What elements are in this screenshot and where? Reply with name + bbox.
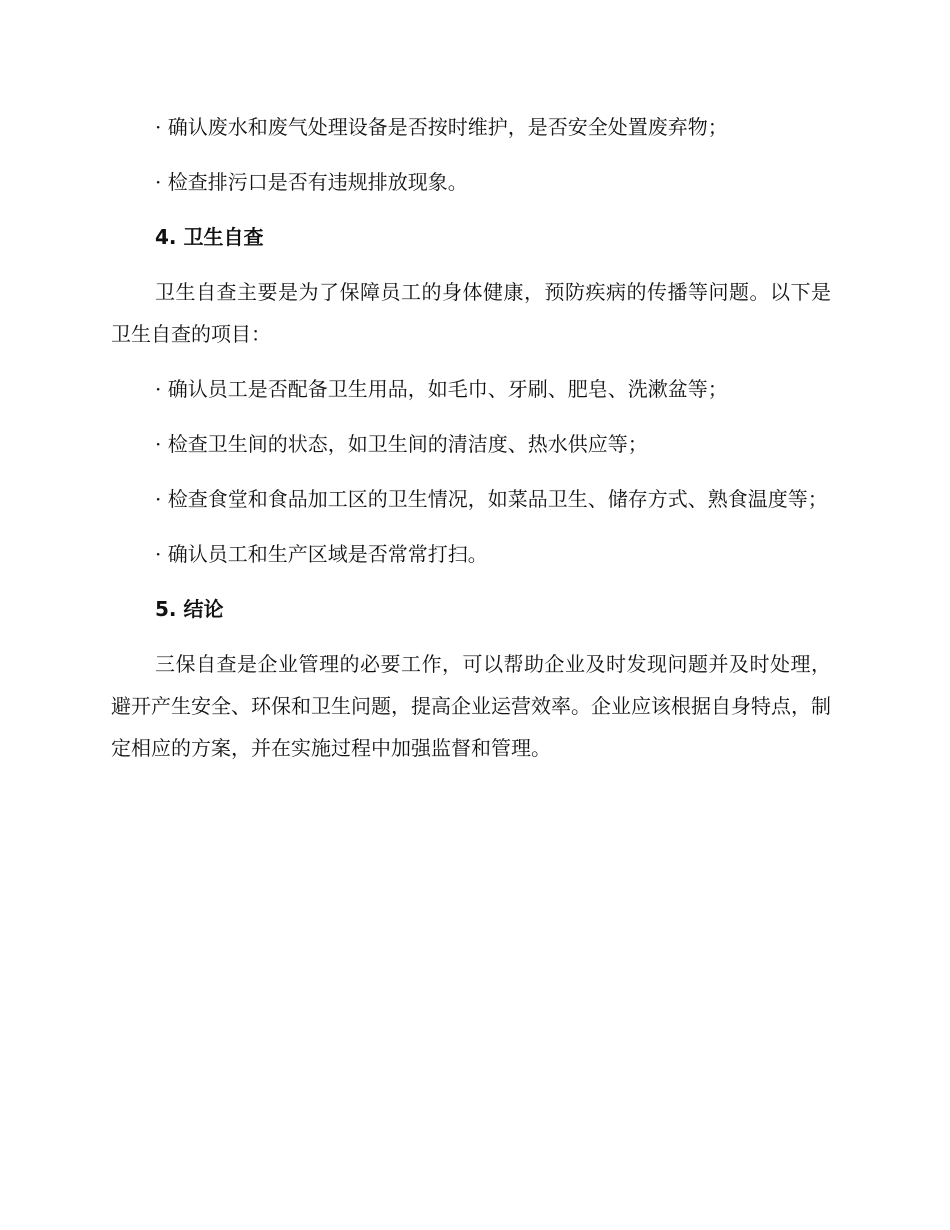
- section-heading: 4. 卫生自查: [155, 225, 264, 249]
- document-body: [111, 106, 831, 769]
- section-intro: 卫生自查主要是为了保障员工的身体健康，预防疾病的传播等问题。以下是卫生自查的项目：: [111, 280, 831, 346]
- bullet-item: · 检查食堂和食品加工区的卫生情况，如菜品卫生、储存方式、熟食温度等；: [155, 487, 828, 511]
- bullet-item: · 检查卫生间的状态，如卫生间的清洁度、热水供应等；: [155, 432, 648, 456]
- section-body: 三保自查是企业管理的必要工作，可以帮助企业及时发现问题并及时处理，避开产生安全、环保和卫生问题，提高企业运营效率。企业应该根据自身特点，制定相应的方案，并在实施过程中加强监督和管理。: [111, 652, 831, 760]
- section-heading: 5. 结论: [155, 597, 224, 621]
- bullet-item: · 确认员工是否配备卫生用品，如毛巾、牙刷、肥皂、洗漱盆等；: [155, 377, 728, 401]
- bullet-item: · 检查排污口是否有违规排放现象。: [155, 170, 468, 194]
- bullet-item: · 确认员工和生产区域是否常常打扫。: [155, 542, 488, 566]
- bullet-item: · 确认废水和废气处理设备是否按时维护，是否安全处置废弃物；: [155, 115, 728, 139]
